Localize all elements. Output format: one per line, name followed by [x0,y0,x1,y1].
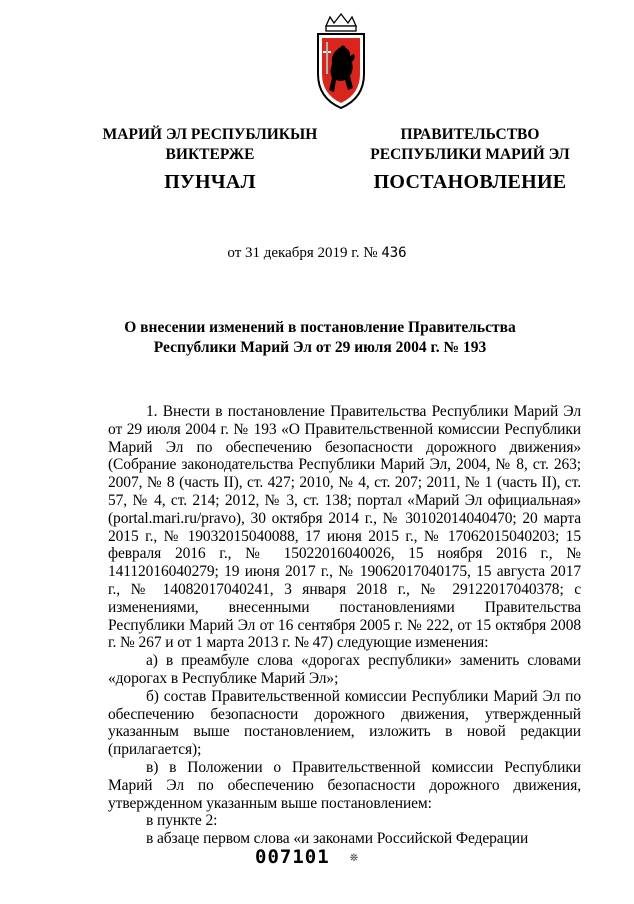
document-title [100,318,540,358]
header-right-line2: РЕСПУБЛИКИ МАРИЙ ЭЛ [370,146,570,163]
document-date: от 31 декабря 2019 г. № [227,245,378,261]
header-right-line1: ПРАВИТЕЛЬСТВО [400,126,540,143]
header-right-doc-type: ПОСТАНОВЛЕНИЕ [373,171,567,193]
document-number: 436 [381,245,407,261]
paragraph: в абзаце первом слова «и законами Российской Федерации [146,830,529,848]
document-title-line1: О внесении изменений в постановление Правительства [124,319,516,336]
paragraph: б) состав Правительственной комиссии Республики Марий Эл по обеспечению безопасности дорожного движения, утвержденный указанным выше постановлением, изложить в новой редакции (прилагается); [108,687,581,759]
document-title-line2: Республики Марий Эл от 29 июля 2004 г. № 193 [153,339,487,356]
paragraph: 1. Внести в постановление Правительства Республики Марий Эл от 29 июля 2004 г. № 193 «О Правительственной комиссии Республики Марий Эл по обеспечению безопасности дорожного движения» (Собрание законодательства Республики Марий Эл, 2004, № 8, ст. 263; 2007, № 8 (часть II), ст. 427; 2010, № 4, ст. 207; 2011, № 1 (часть II), ст. 57, № 4, ст. 214; 2012, № 3, ст. 138; портал «Марий Эл официальная» (portal.mari.ru/pravo), 30 октября 2014 г., № 30102014040470; 20 марта 2015 г., № 19032015040088, 17 июня 2015 г., № 17062015040203; 15 февраля 2016 г., № 15022016040026, 15 ноября 2016 г., № 14112016040279; 19 июня 2017 г., № 19062017040175, 15 августа 2017 г., № 14082017040241, 3 января 2018 г., № 29122017040378; с изменениями, внесенными постановлениями Правительства Республики Марий Эл от 16 сентября 2005 г. № 222, от 15 октября 2008 г. № 267 и от 1 марта 2013 г. № 47) следующие изменения: [108,403,581,652]
document-body [108,403,581,848]
header-left-line1: МАРИЙ ЭЛ РЕСПУБЛИКЫН [102,126,318,143]
footer-serial-number: 007101 [255,846,330,868]
header-left [90,125,330,195]
document-date-line [0,245,634,262]
header-right [350,125,590,195]
paragraph: а) в преамбуле слова «дорогах республики» заменить словами «дорогах в Республике Марий Эл»; [108,652,581,687]
coat-of-arms-mari-el-icon [312,12,370,112]
header-left-line2: ВИКТЕРЖЕ [165,146,255,163]
paragraph: в пункте 2: [146,812,218,830]
header-left-doc-type: ПУНЧАЛ [164,171,256,193]
paragraph: в) в Положении о Правительственной комиссии Республики Марий Эл по обеспечению безопасности дорожного движения, утвержденном указанным выше постановлением: [108,758,581,812]
footer-serial-line [255,846,359,868]
asterisk-mark-icon: ❊ [350,850,359,865]
